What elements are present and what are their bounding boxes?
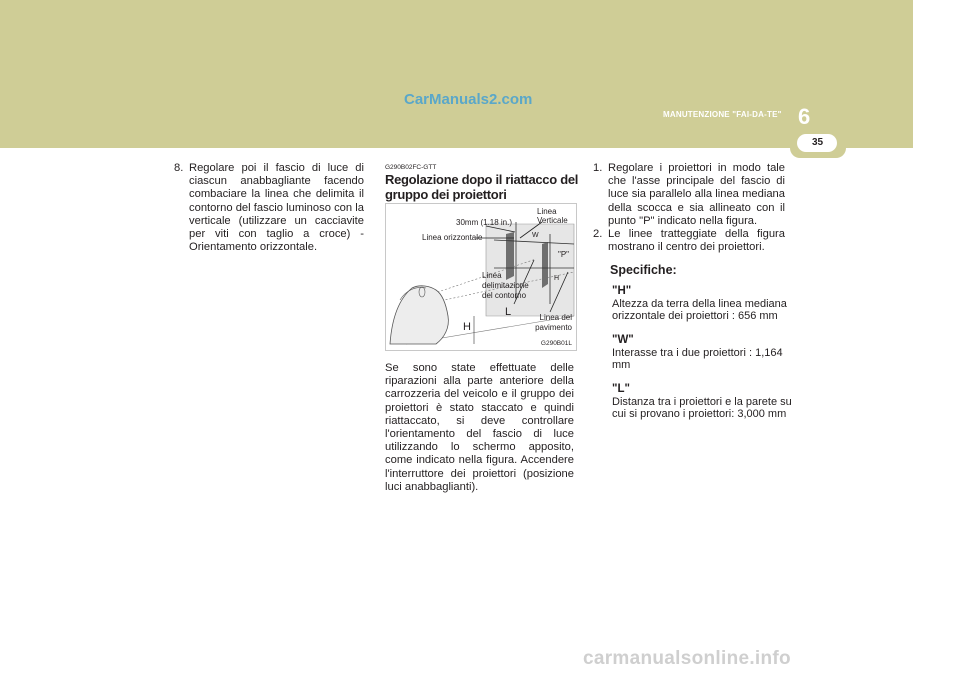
item-number: 2. xyxy=(593,228,603,241)
list-item xyxy=(174,162,364,254)
label-distance: 30mm (1.18 in.) xyxy=(456,218,513,227)
list-item xyxy=(593,162,785,228)
label-h-small: H xyxy=(554,275,560,282)
item-text: Le linee tratteggiate della figura mostrano il centro dei proiettori. xyxy=(608,228,785,254)
spec-key: "H" xyxy=(612,285,632,297)
specs-title: Specifiche: xyxy=(610,263,677,277)
item-text: Regolare i proiettori in modo tale che l'asse principale del fascio di luce sia parallelo alla linea mediana della scocca e sia allineato con il punto "P" indicato nella figura. xyxy=(608,162,785,227)
label-floor-line-2: pavimento xyxy=(535,323,572,332)
spec-text: Altezza da terra della linea mediana orizzontale dei proiettori : 656 mm xyxy=(612,297,787,323)
section-title: MANUTENZIONE "FAI-DA-TE" xyxy=(663,110,782,119)
figure-code: G290B01L xyxy=(540,340,572,347)
item-number: 8. xyxy=(174,162,184,174)
spec-key: "W" xyxy=(612,334,634,346)
list-item xyxy=(593,228,785,254)
chapter-number: 6 xyxy=(798,104,811,129)
column-right xyxy=(593,162,785,254)
spec-key: "L" xyxy=(612,383,630,395)
page-number: 35 xyxy=(811,137,824,148)
label-p: "P" xyxy=(558,250,570,259)
section-code: G290B02FC-GTT xyxy=(385,164,437,171)
spec-text: Distanza tra i proiettori e la parete su cui si provano i proiettori: 3,000 mm xyxy=(612,395,792,421)
label-vertical-line-1: Linea xyxy=(537,207,557,216)
brand-watermark[interactable]: CarManuals2.com xyxy=(404,91,533,108)
item-text: Regolare poi il fascio di luce di ciascun anabbagliante facendo combaciare la linea che delimita il contorno del fascio luminoso con la verticale (utilizzare un cacciavite per viti con taglio a croce) - Orientamento orizzontale. xyxy=(189,162,364,254)
label-cutoff-line-3: del contorno xyxy=(482,291,527,300)
spec-text: Interasse tra i due proiettori : 1,164 mm xyxy=(612,346,783,372)
spec-l xyxy=(612,383,792,421)
label-cutoff-line-2: delimitazione xyxy=(482,281,529,290)
label-vertical-line xyxy=(537,207,568,225)
spec-h xyxy=(612,285,792,323)
label-floor-line-1: Linea del xyxy=(539,313,572,322)
header-band xyxy=(0,0,913,148)
label-h: H xyxy=(463,321,471,333)
label-floor-line xyxy=(516,313,572,333)
headlight-aiming-figure xyxy=(385,203,577,351)
label-horizontal-line: Linea orizzontale xyxy=(422,233,483,242)
label-l: L xyxy=(505,306,512,318)
footer-watermark[interactable]: carmanualsonline.info xyxy=(583,648,791,669)
label-vertical-line-2: Verticale xyxy=(537,216,568,225)
spec-w xyxy=(612,334,792,372)
section-heading: Regolazione dopo il riattacco del gruppo dei proiettori xyxy=(385,172,579,202)
item-number: 1. xyxy=(593,162,603,174)
column-left xyxy=(174,162,364,254)
label-cutoff-line-1: Linea xyxy=(482,271,502,280)
label-cutoff-line xyxy=(482,271,529,301)
column-middle-body: Se sono state effettuate delle riparazioni alla parte anteriore della carrozzeria del veicolo e il gruppo dei proiettori è stato staccato e quindi riattaccato, si deve controllare l'orientamento del fascio di luce utilizzando lo schermo apposito, come indicato nella figura. Accendere l'interruttore dei proiettori (posizione luci anabbaglianti). xyxy=(385,362,574,493)
label-w: W xyxy=(532,232,539,239)
